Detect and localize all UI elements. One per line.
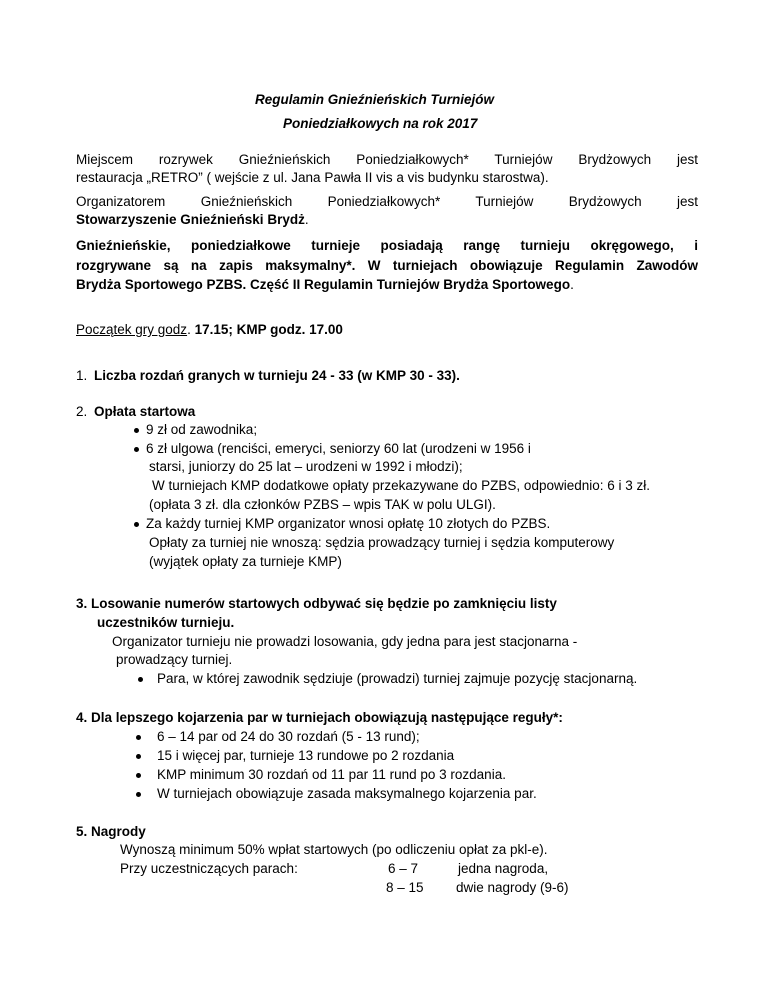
s2-bullet-3-line3: (wyjątek opłaty za turnieje KMP) [149,554,342,569]
s4-bullet-4: W turniejach obowiązuje zasada maksymalnego kojarzenia par. [157,786,537,801]
section-1-text: Liczba rozdań granych w turnieju 24 - 33 (w KMP 30 - 33). [94,368,460,383]
s4-bullet-3: KMP minimum 30 rozdań od 11 par 11 rund po 3 rozdania. [157,767,506,782]
intro-p3-period: . [570,277,574,292]
section-3-heading-line2: uczestników turnieju. [97,615,235,630]
bullet-icon [136,792,141,797]
start-time-value: 17.15; KMP godz. 17.00 [194,322,343,337]
prize-text-1: jedna nagroda, [458,861,549,876]
title-line-1: Regulamin Gnieźnieńskich Turniejów [255,92,495,107]
s2-bullet-3-line1: Za każdy turniej KMP organizator wnosi opłatę 10 złotych do PZBS. [146,516,551,531]
organizer-name: Stowarzyszenie Gnieźnieński Brydż [76,212,305,227]
prize-range-2: 8 – 15 [386,880,424,895]
intro-p3-line3 [76,275,574,295]
s4-bullet-2: 15 i więcej par, turnieje 13 rundowe po 2 rozdania [157,748,455,763]
section-5-heading: 5. Nagrody [76,824,146,839]
section-5-line1: Wynoszą minimum 50% wpłat startowych (po odliczeniu opłat za pkl-e). [120,842,548,857]
bullet-icon [136,754,141,759]
bullet-icon [136,773,141,778]
start-time-label: Początek gry godz [76,322,188,337]
section-3-line1: Organizator turnieju nie prowadzi losowania, gdy jedna para jest stacjonarna - [112,634,578,649]
organizer-period: . [304,212,309,227]
bullet-icon [134,522,139,527]
s4-bullet-1: 6 – 14 par od 24 do 30 rozdań (5 - 13 rund); [157,729,420,744]
section-2-heading: Opłata startowa [94,404,196,419]
s2-bullet-3-line2: Opłaty za turniej nie wnoszą: sędzia prowadzący turniej i sędzia komputerowy [149,535,615,550]
bullet-icon [134,447,139,452]
title-line-2: Poniedziałkowych na rok 2017 [283,116,478,131]
bullet-icon [136,735,141,740]
prize-range-1: 6 – 7 [388,861,419,876]
start-time-sep: . [187,322,195,337]
section-3-line2: prowadzący turniej. [116,652,233,667]
s2-bullet-2-line1: 6 zł ulgowa (renciści, emeryci, seniorzy 60 lat (urodzeni w 1956 i [146,441,531,456]
intro-p2-line1: Organizatorem Gnieźnieńskich Poniedziałkowych* Turniejów Brydżowych jest [76,194,698,209]
section-3-heading-line1: 3. Losowanie numerów startowych odbywać się będzie po zamknięciu listy [76,596,557,611]
intro-p2-line2 [76,210,309,230]
s2-bullet-2-line4: (opłata 3 zł. dla członków PZBS – wpis TAK w polu ULGI). [149,497,496,512]
prize-text-2: dwie nagrody (9-6) [456,880,569,895]
intro-p3-line3-text: Brydża Sportowego PZBS. Część II Regulamin Turniejów Brydża Sportowego [76,277,571,292]
section-4-heading: 4. Dla lepszego kojarzenia par w turniejach obowiązują następujące reguły*: [76,710,563,725]
s2-bullet-1: 9 zł od zawodnika; [146,422,258,437]
bullet-icon [134,428,139,433]
start-time [76,320,343,340]
s3-bullet-1: Para, w której zawodnik sędziuje (prowadzi) turniej zajmuje pozycję stacjonarną. [157,671,638,686]
intro-p1-line1: Miejscem rozrywek Gnieźnieńskich Poniedziałkowych* Turniejów Brydżowych jest [76,152,698,167]
bullet-icon [138,677,143,682]
section-2-number: 2. [76,404,88,419]
section-1-number: 1. [76,368,88,383]
section-5-pairs-label: Przy uczestniczących parach: [120,861,298,876]
intro-p3-line2: rozgrywane są na zapis maksymalny*. W turniejach obowiązuje Regulamin Zawodów [76,258,698,273]
s2-bullet-2-line3: W turniejach KMP dodatkowe opłaty przekazywane do PZBS, odpowiednio: 6 i 3 zł. [152,478,651,493]
intro-p1-line2: restauracja „RETRO” ( wejście z ul. Jana Pawła II vis a vis budynku starostwa). [76,170,549,185]
intro-p3-line1: Gnieźnieńskie, poniedziałkowe turnieje posiadają rangę turnieju okręgowego, i [76,238,698,253]
s2-bullet-2-line2: starsi, juniorzy do 25 lat – urodzeni w 1992 i młodzi); [149,459,463,474]
